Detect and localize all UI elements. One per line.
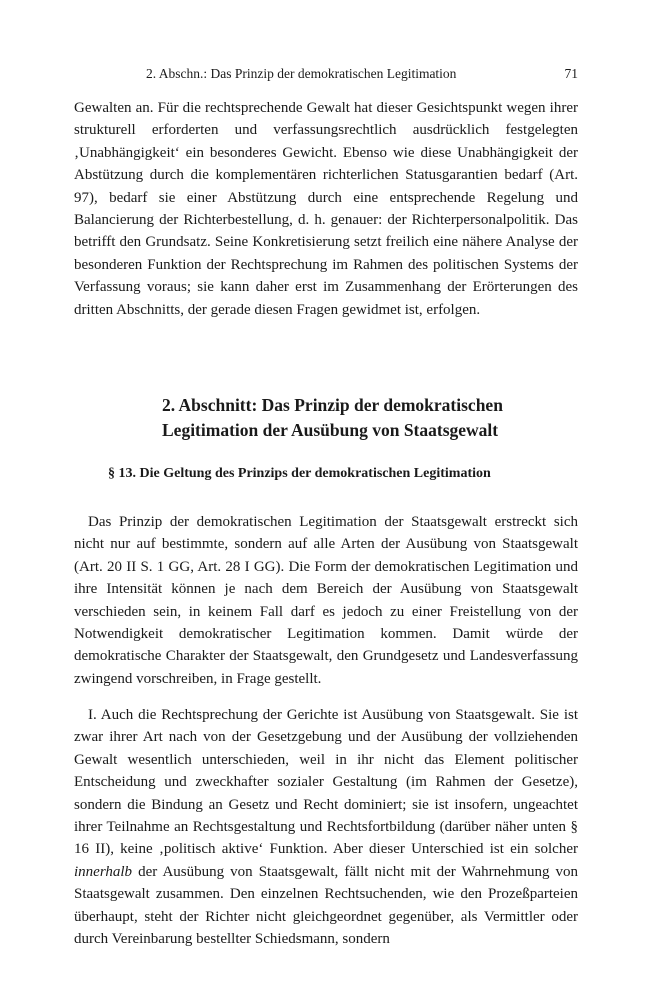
section-heading	[74, 393, 578, 443]
page-number: 71	[564, 66, 578, 81]
emphasis-innerhalb: innerhalb	[74, 863, 133, 880]
paragraph-rechtsprechung	[74, 704, 578, 950]
section-heading-line-1: 2. Abschnitt: Das Prinzip der demokratischen	[162, 395, 503, 415]
paragraph-rechtsprechung-text-a: I. Auch die Rechtsprechung der Gerichte ist Ausübung von Staatsgewalt. Sie ist zwar ihrer Art nach von der Gesetzgebung und der Ausübung der vollziehenden Gewalt wesentlich unterschieden, weil in ihr nicht das Element politischer Entscheidung und zweckhafter sozialer Gestaltung (im Rahmen der Gesetze), sondern die Bindung an Gesetz und Recht dominiert; sie ist insofern, ungeachtet ihrer Teilnahme an Rechtsgestaltung und Rechtsfortbildung (darüber näher unten § 16 II), keine ‚politisch aktive‘ Funktion. Aber dieser Unterschied ist ein solcher	[74, 707, 578, 858]
subsection-heading: § 13. Die Geltung des Prinzips der demokratischen Legitimation	[108, 466, 491, 481]
section-heading-line-2: Legitimation der Ausübung von Staatsgewalt	[162, 420, 499, 440]
paragraph-geltung: Das Prinzip der demokratischen Legitimation der Staatsgewalt erstreckt sich nicht nur auf bestimmte, sondern auf alle Arten der Ausübung von Staatsgewalt (Art. 20 II S. 1 GG, Art. 28 I GG). Die Form der demokratischen Legitimation und ihre Intensität können je nach dem Bereich der Ausübung von Staatsgewalt verschieden sein, in keinem Fall darf es jedoch zu einer Freistellung von der Notwendigkeit demokratischer Legitimation kommen. Damit würde der demokratische Charakter der Staatsgewalt, den Grundgesetz und Landesverfassung zwingend vorschreiben, in Frage gestellt.	[74, 514, 578, 687]
running-header-title: 2. Abschn.: Das Prinzip der demokratischen Legitimation	[146, 66, 457, 81]
paragraph-rechtsprechung-text-b: der Ausübung von Staatsgewalt, fällt nicht mit der Wahrnehmung von Staatsgewalt zusammen. Den einzelnen Rechtsuchenden, wie den Prozeßparteien überhaupt, steht der Richter nicht gleichgeordnet gegenüber, als Vermittler oder durch Vereinbarung bestellter Schiedsmann, sondern	[74, 863, 578, 948]
paragraph-continuation: Gewalten an. Für die rechtsprechende Gewalt hat dieser Gesichtspunkt wegen ihrer strukturell erforderten und verfassungsrechtlich ausdrücklich festgelegten ‚Unabhängigkeit‘ ein besonderes Gewicht. Ebenso wie diese Unabhängigkeit der Abstützung durch die komplementären richterlichen Statusgarantien bedarf (Art. 97), bedarf sie einer Abstützung durch eine entsprechende Regelung und Balancierung der Richterbestellung, d. h. genauer: der Richterpersonalpolitik. Das betrifft den Grundsatz. Seine Konkretisierung setzt freilich eine nähere Analyse der besonderen Funktion der Rechtsprechung im Rahmen des politischen Systems der Verfassung voraus; sie kann daher erst im Zusammenhang der Erörterungen des dritten Abschnitts, der gerade diesen Fragen gewidmet ist, erfolgen.	[74, 100, 578, 318]
running-header	[74, 66, 578, 86]
